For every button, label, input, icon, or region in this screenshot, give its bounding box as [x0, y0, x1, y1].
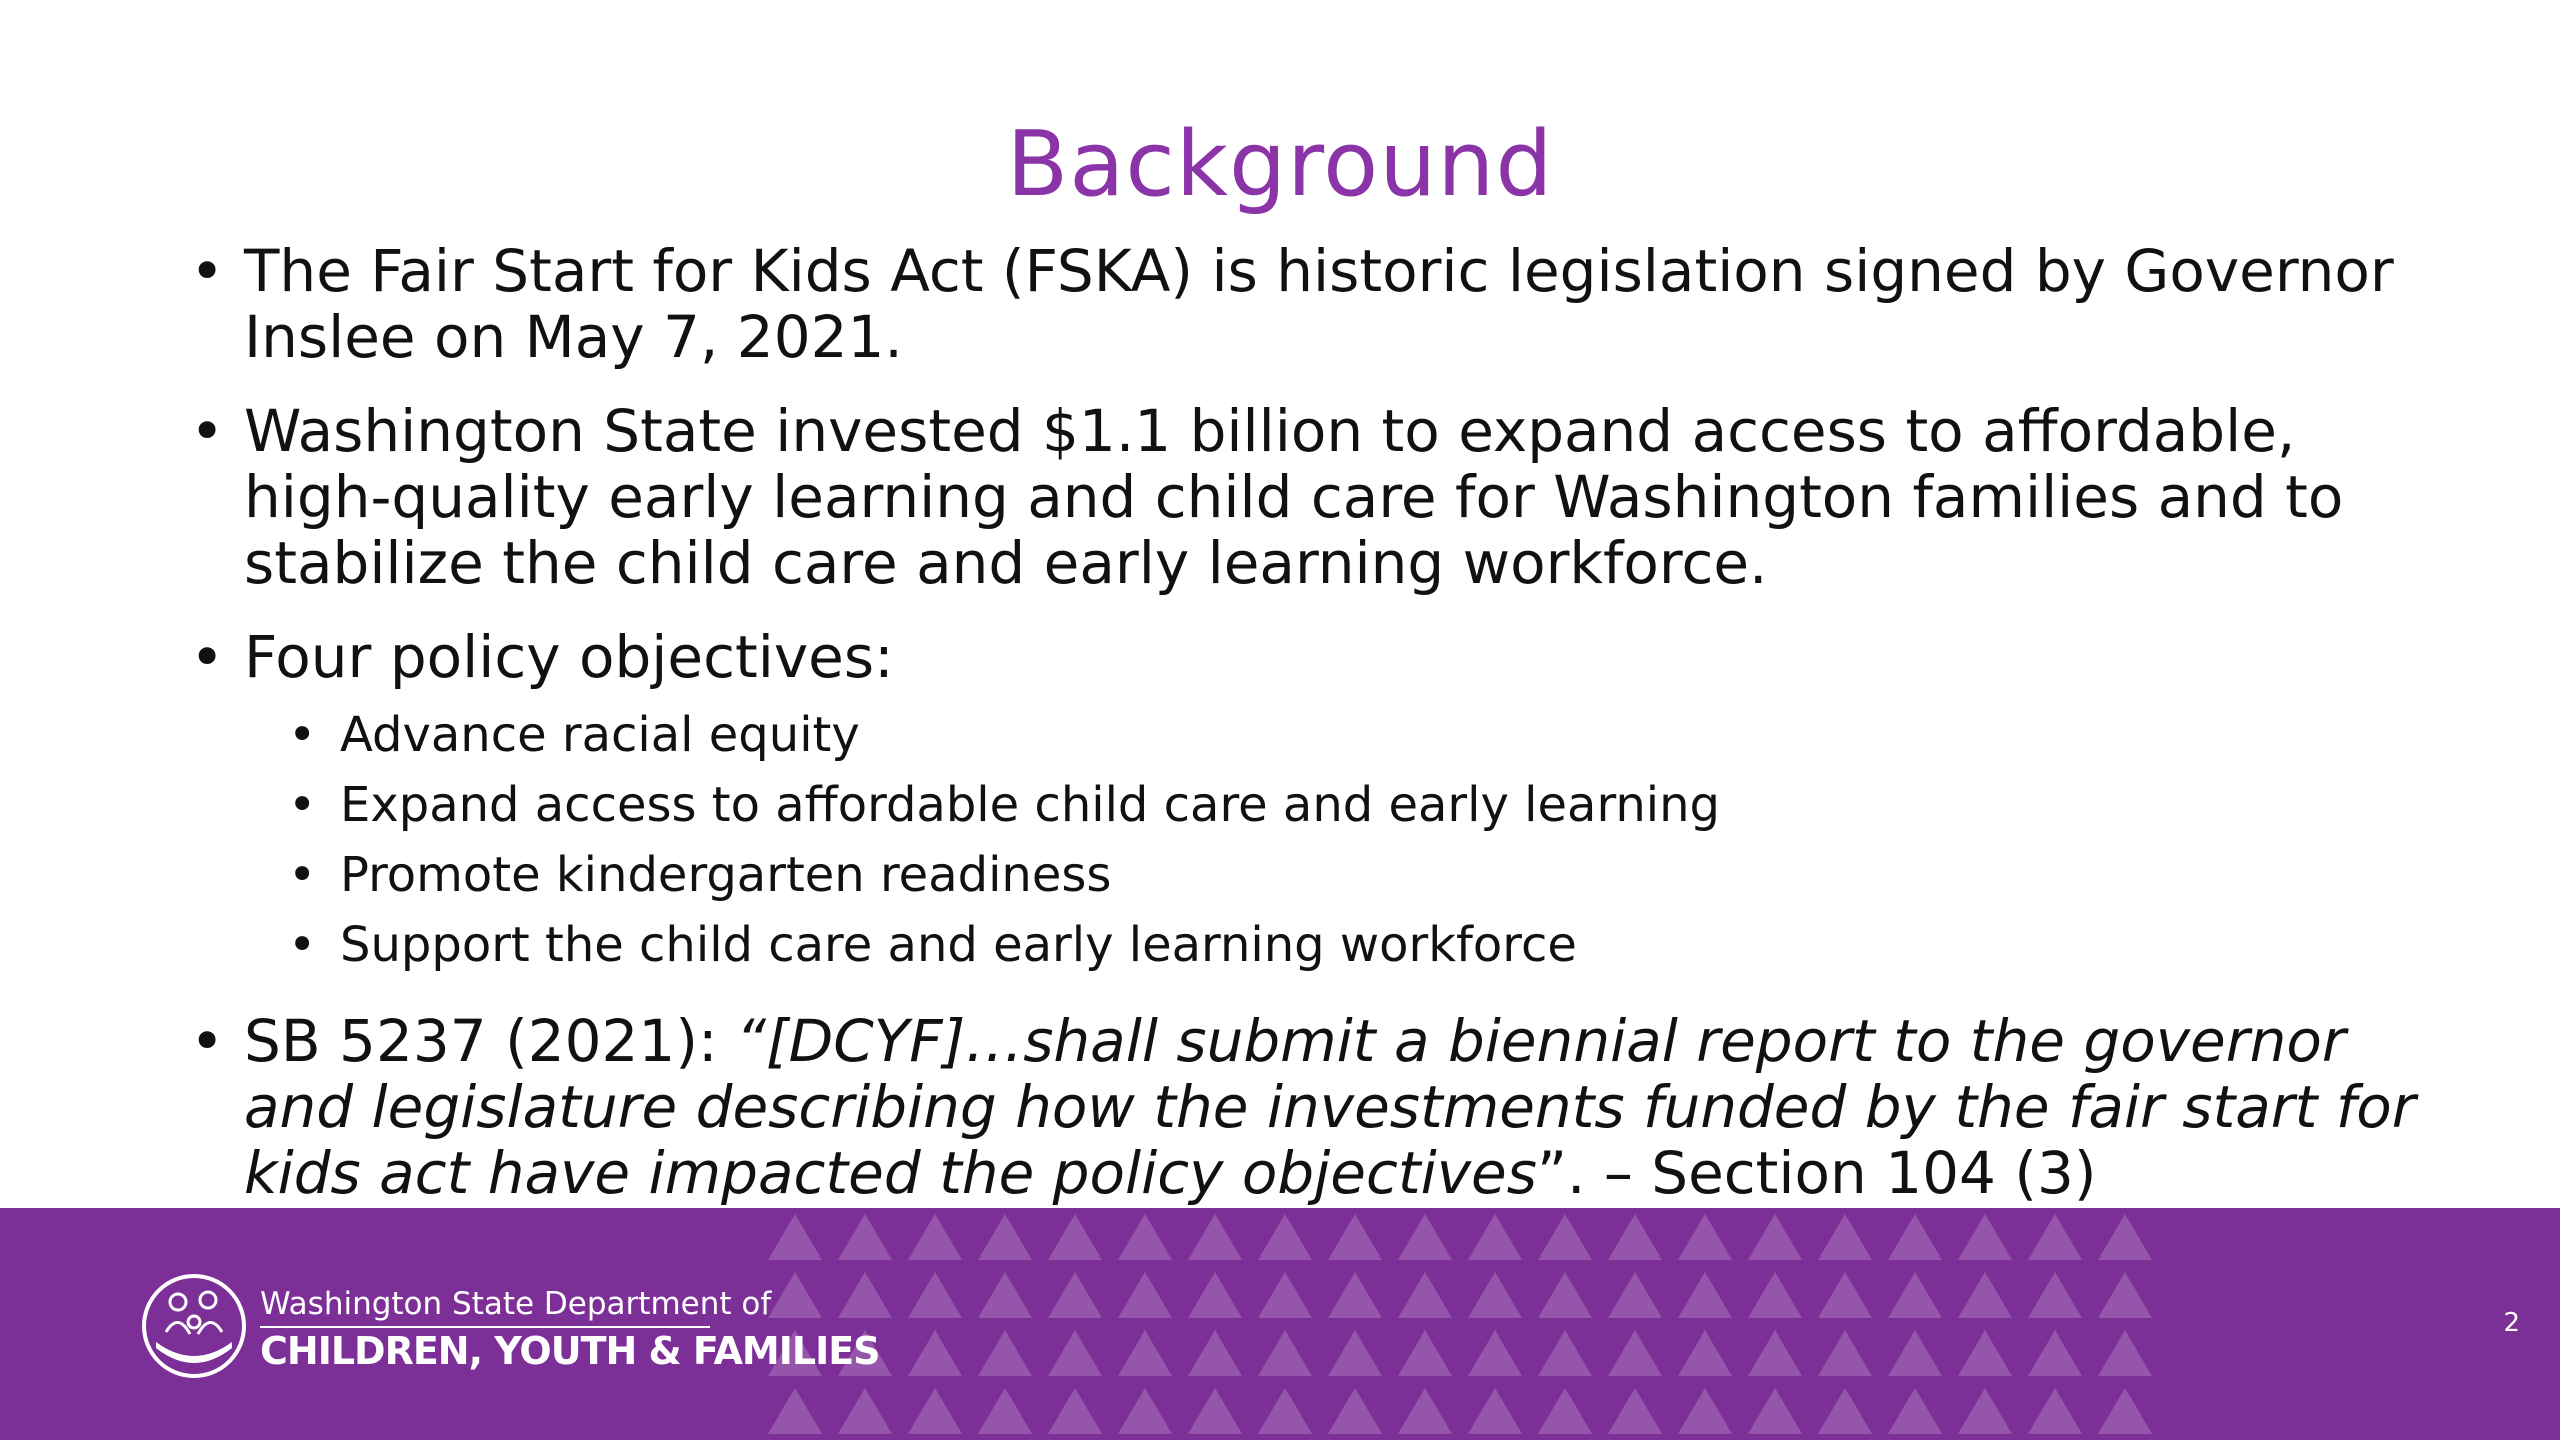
- bullet-investment: • Washington State invested $1.1 billion to expand access to affordable, high-quality early learning and child care for Washington families and to stabilize the child care and early learning workforce.: [190, 398, 2430, 596]
- slide-body: [190, 238, 2430, 1234]
- sb-suffix: ”. – Section 104 (3): [1536, 1139, 2097, 1207]
- slide-title: Background: [1006, 112, 1554, 217]
- objective-item: • Advance racial equity: [244, 700, 2430, 770]
- bullet-sb5237: [190, 1008, 2430, 1206]
- objective-item: • Promote kindergarten readiness: [244, 840, 2430, 910]
- org-name-line2: CHILDREN, YOUTH & FAMILIES: [260, 1329, 880, 1373]
- dcyf-logo: [140, 1272, 880, 1382]
- bullet-list: [190, 238, 2430, 1206]
- objective-item: • Expand access to affordable child care and early learning: [244, 770, 2430, 840]
- objective-item: • Support the child care and early learning workforce: [244, 910, 2430, 980]
- footer-band: [0, 1208, 2560, 1440]
- objectives-list: [244, 700, 2430, 980]
- org-name-line1: Washington State Department of: [260, 1286, 772, 1322]
- bullet-objectives: [190, 624, 2430, 980]
- family-emblem-icon: [140, 1272, 248, 1380]
- page-number: 2: [2503, 1308, 2520, 1338]
- triangle-pattern: [760, 1208, 2160, 1440]
- logo-divider: [260, 1326, 710, 1328]
- sb-prefix: SB 5237 (2021):: [244, 1007, 736, 1075]
- sb-quote: “[DCYF]…shall submit a biennial report to the governor and legislature describing how the investments funded by the fair start for kids act have impacted the policy objectives: [244, 1007, 2416, 1207]
- objectives-heading: Four policy objectives:: [244, 623, 894, 691]
- bullet-fska: • The Fair Start for Kids Act (FSKA) is historic legislation signed by Governor Inslee on May 7, 2021.: [190, 238, 2430, 370]
